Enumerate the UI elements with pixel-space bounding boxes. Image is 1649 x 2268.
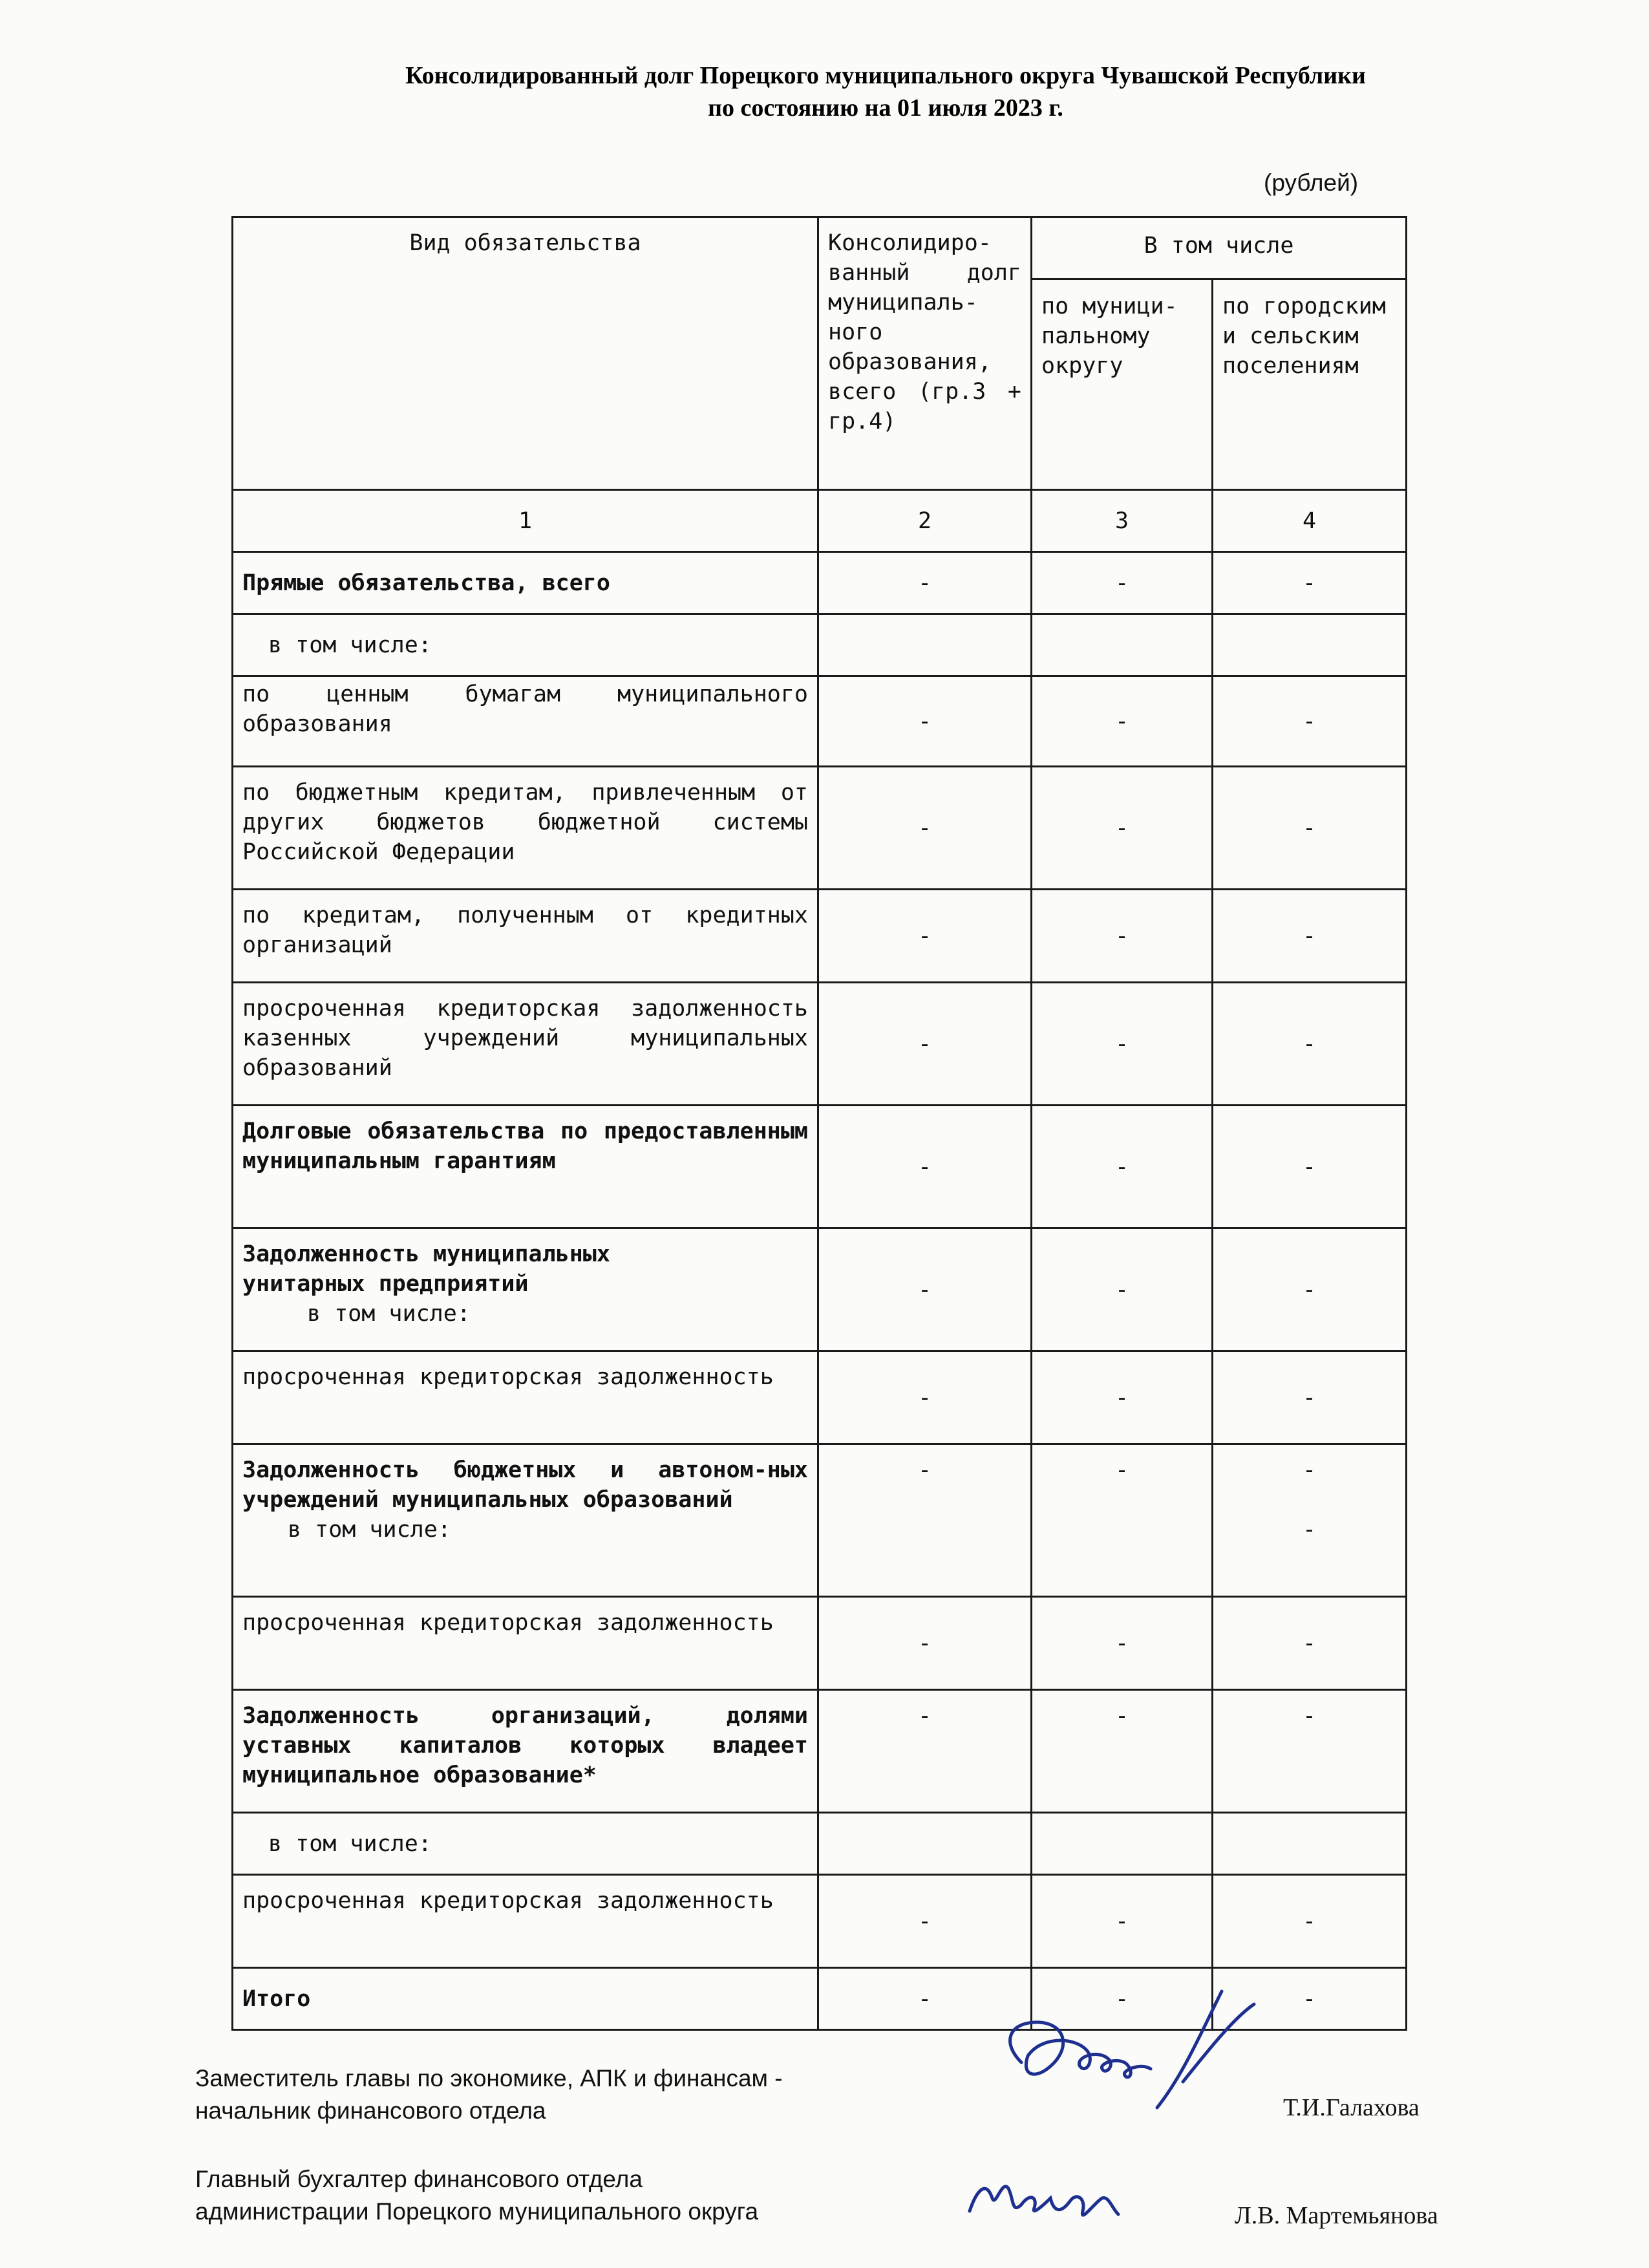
signature-1 [989,1978,1280,2140]
cell-total: - [818,1351,1032,1444]
row-label: по бюджетным кредитам, привлеченным от других бюджетов бюджетной системы Российской Федерации [233,767,818,890]
cell-municipal: - [1032,767,1213,890]
cell-total: - [818,1875,1032,1968]
table-row [233,676,1407,767]
cell-settlements: - [1213,983,1407,1106]
cell-municipal [1032,1813,1213,1875]
cell-total: - [818,1444,1032,1597]
cell-settlements: - [1213,890,1407,983]
table-row [233,1106,1407,1228]
row-label-cell [233,1228,818,1351]
signatory-1-line-1: Заместитель главы по экономике, АПК и финансам - [195,2065,783,2091]
row-sublabel: в том числе: [307,1301,471,1327]
cell-settlements: - [1213,767,1407,890]
cell-municipal: - [1032,1351,1213,1444]
row-label-cell [233,1444,818,1597]
table-row [233,1597,1407,1690]
col-number-1: 1 [233,490,818,552]
signatory-2-line-2: администрации Порецкого муниципального округа [195,2198,759,2225]
cell-total: - [818,983,1032,1106]
row-label: просроченная кредиторская задолженность казенных учреждений муниципальных образований [233,983,818,1106]
cell-municipal: - [1032,1106,1213,1228]
cell-settlements: - [1213,1875,1407,1968]
row-label: Долговые обязательства по предоставленным муниципальным гарантиям [233,1106,818,1228]
row-label: Итого [233,1968,818,2030]
cell-total [818,1813,1032,1875]
header-total: Консолидиро-ванный долг муниципаль-ного образования, всего (гр.3 + гр.4) [818,217,1032,490]
signatory-2-name: Л.В. Мартемьянова [1235,2202,1438,2229]
cell-municipal: - [1032,983,1213,1106]
header-kind: Вид обязательства [233,217,818,490]
cell-municipal: - [1032,552,1213,614]
signatory-2-position [195,2163,758,2228]
cell-municipal: - [1032,1875,1213,1968]
debt-table [231,216,1407,2031]
cell-total: - [818,890,1032,983]
cell-total: - [818,767,1032,890]
row-label: Прямые обязательства, всего [233,552,818,614]
table-row [233,1813,1407,1875]
cell-municipal: - [1032,676,1213,767]
cell-settlements-extra: - [1302,1517,1317,1543]
cell-municipal [1032,614,1213,676]
header-settlements: по городским и сельским поселениям [1213,279,1407,490]
col-number-2: 2 [818,490,1032,552]
cell-settlements: - [1213,1690,1407,1813]
title-line-1: Консолидированный долг Порецкого муниципального округа Чувашской Республики [405,62,1366,89]
row-label: по кредитам, полученным от кредитных организаций [233,890,818,983]
header-group: В том числе [1032,217,1407,279]
row-label: Задолженность бюджетных и автоном-ных учреждений муниципальных образований [242,1457,808,1513]
unit-label: (рублей) [1264,169,1359,196]
cell-total [818,614,1032,676]
cell-municipal: - [1032,1968,1213,2030]
signatory-2-line-1: Главный бухгалтер финансового отдела [195,2166,643,2192]
table-row [233,767,1407,890]
cell-settlements [1213,614,1407,676]
col-number-3: 3 [1032,490,1213,552]
row-label: просроченная кредиторская задолженность [233,1351,818,1444]
page-title [0,59,1649,124]
cell-settlements: - [1213,1597,1407,1690]
signatory-1-name: Т.И.Галахова [1283,2094,1420,2121]
row-label: Задолженность муниципальных унитарных предприятий [242,1241,610,1297]
cell-settlements: - [1213,552,1407,614]
cell-total: - [818,552,1032,614]
cell-total: - [818,1690,1032,1813]
cell-municipal: - [1032,890,1213,983]
row-sublabel: в том числе: [288,1517,451,1543]
row-label: просроченная кредиторская задолженность [233,1875,818,1968]
cell-municipal: - [1032,1690,1213,1813]
cell-settlements: - [1213,1351,1407,1444]
cell-settlements: - [1213,1106,1407,1228]
cell-municipal: - [1032,1444,1213,1597]
col-number-4: 4 [1213,490,1407,552]
cell-settlements: - [1302,1457,1317,1483]
table-row [233,552,1407,614]
cell-settlements: - [1213,1228,1407,1351]
table-row [233,1875,1407,1968]
table-row [233,983,1407,1106]
cell-total: - [818,676,1032,767]
row-label: в том числе: [233,1813,818,1875]
table-row [233,1444,1407,1597]
table-row [233,890,1407,983]
row-label: Задолженность организаций, долями уставных капиталов которых владеет муниципальное образование* [233,1690,818,1813]
table-row [233,1690,1407,1813]
cell-total: - [818,1968,1032,2030]
cell-municipal: - [1032,1228,1213,1351]
table-row [233,614,1407,676]
cell-total: - [818,1228,1032,1351]
cell-total: - [818,1106,1032,1228]
cell-municipal: - [1032,1597,1213,1690]
title-line-2: по состоянию на 01 июля 2023 г. [708,94,1063,122]
number-row [233,490,1407,552]
row-label: по ценным бумагам муниципального образования [233,676,818,767]
table-row [233,1351,1407,1444]
cell-settlements-group [1213,1444,1407,1597]
signatory-1-position [195,2062,783,2127]
row-label: просроченная кредиторская задолженность [233,1597,818,1690]
signatory-1-line-2: начальник финансового отдела [195,2097,546,2124]
signature-2 [963,2153,1144,2237]
row-label: в том числе: [233,614,818,676]
header-row-1 [233,217,1407,279]
header-municipal: по муници-пальному округу [1032,279,1213,490]
cell-settlements: - [1213,1968,1407,2030]
cell-total: - [818,1597,1032,1690]
cell-settlements: - [1213,676,1407,767]
table-row [233,1228,1407,1351]
cell-settlements [1213,1813,1407,1875]
